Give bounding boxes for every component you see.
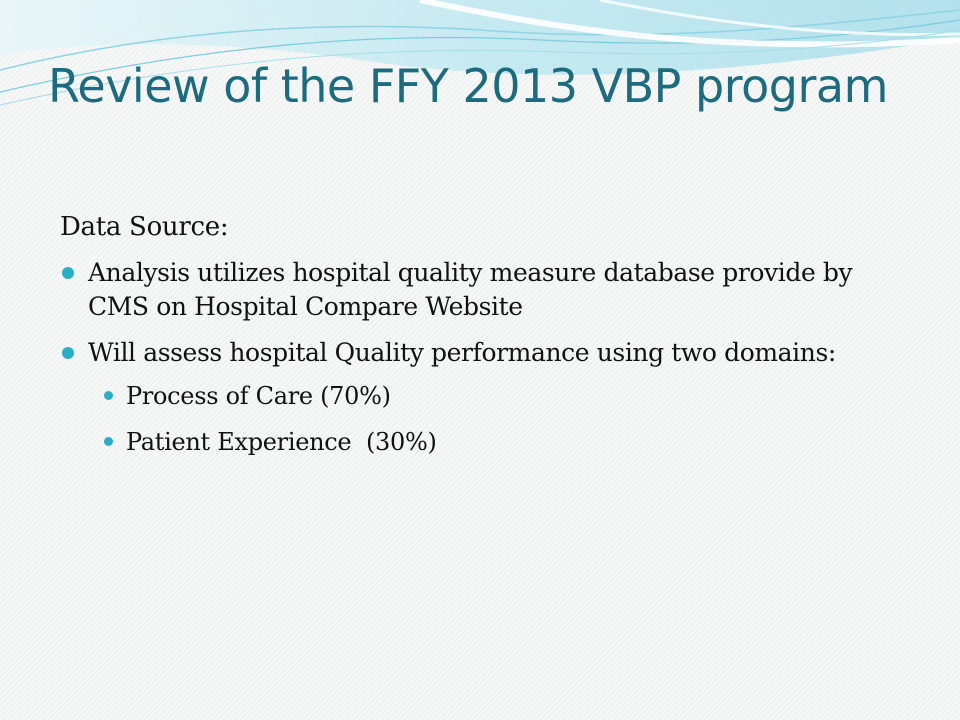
bullet-text: Analysis utilizes hospital quality measure database provide by CMS on Hospital Compare Website bbox=[88, 258, 853, 321]
bullet-dot-icon bbox=[62, 347, 74, 359]
sub-list-item bbox=[98, 380, 920, 412]
bullet-dot-icon bbox=[62, 267, 74, 279]
bullet-dot-icon bbox=[104, 437, 113, 446]
bullet-text: Will assess hospital Quality performance using two domains: bbox=[88, 338, 836, 367]
list-item bbox=[60, 336, 920, 458]
sub-bullet-text: Process of Care (70%) bbox=[126, 382, 391, 410]
sub-list-item bbox=[98, 426, 920, 458]
data-source-heading: Data Source: bbox=[60, 212, 229, 242]
slide-title: Review of the FFY 2013 VBP program bbox=[48, 59, 888, 113]
sub-bullet-list bbox=[98, 380, 920, 458]
list-item bbox=[60, 256, 920, 324]
bullet-dot-icon bbox=[104, 391, 113, 400]
bullet-list bbox=[60, 256, 920, 458]
sub-bullet-text: Patient Experience (30%) bbox=[126, 428, 437, 456]
slide-content bbox=[60, 208, 920, 472]
